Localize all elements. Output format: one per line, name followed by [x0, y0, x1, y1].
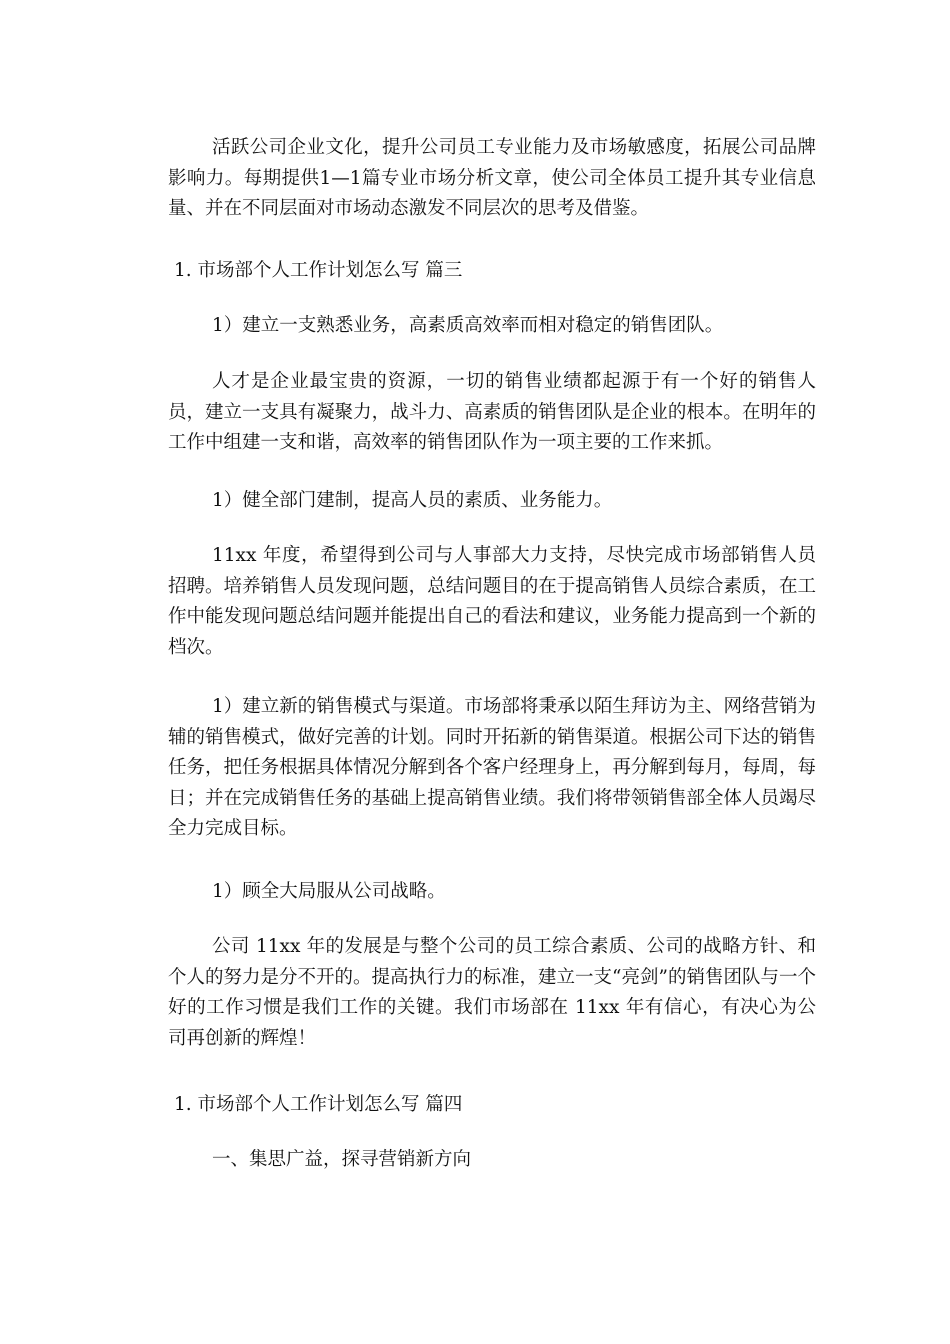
- paragraph-sales-model: 1）建立新的销售模式与渠道。市场部将秉承以陌生拜访为主、网络营销为辅的销售模式，做好完善的计划。同时开拓新的销售渠道。根据公司下达的销售任务，把任务根据具体情况分解到各个客户经理身上，再分解到每月，每周，每日；并在完成销售任务的基础上提高销售业绩。我们将带领销售部全体人员竭尽全力完成目标。: [168, 696, 816, 840]
- item-department-structure: 1）健全部门建制，提高人员的素质、业务能力。: [212, 490, 613, 511]
- item-brainstorm: 一、集思广益，探寻营销新方向: [212, 1149, 472, 1170]
- item-company-strategy: 1）顾全大局服从公司战略。: [212, 881, 446, 902]
- paragraph-intro: 活跃公司企业文化，提升公司员工专业能力及市场敏感度，拓展公司品牌影响力。每期提供1—1篇专业市场分析文章，使公司全体员工提升其专业信息量、并在不同层面对市场动态激发不同层次的思考及借鉴。: [168, 137, 816, 220]
- section-heading-part-four: 1. 市场部个人工作计划怎么写 篇四: [174, 1094, 463, 1115]
- item-build-team: 1）建立一支熟悉业务，高素质高效率而相对稳定的销售团队。: [212, 315, 724, 336]
- paragraph-development: 公司 11xx 年的发展是与整个公司的员工综合素质、公司的战略方针、和个人的努力是分不开的。提高执行力的标准，建立一支“亮剑”的销售团队与一个好的工作习惯是我们工作的关键。我们市场部在 11xx 年有信心，有决心为公司再创新的辉煌！: [168, 936, 816, 1049]
- paragraph-talent: 人才是企业最宝贵的资源，一切的销售业绩都起源于有一个好的销售人员，建立一支具有凝聚力，战斗力、高素质的销售团队是企业的根本。在明年的工作中组建一支和谐，高效率的销售团队作为一项主要的工作来抓。: [168, 371, 816, 454]
- section-heading-part-three: 1. 市场部个人工作计划怎么写 篇三: [174, 260, 463, 281]
- paragraph-recruitment: 11xx 年度，希望得到公司与人事部大力支持，尽快完成市场部销售人员招聘。培养销售人员发现问题，总结问题目的在于提高销售人员综合素质，在工作中能发现问题总结问题并能提出自己的看法和建议，业务能力提高到一个新的档次。: [168, 545, 816, 658]
